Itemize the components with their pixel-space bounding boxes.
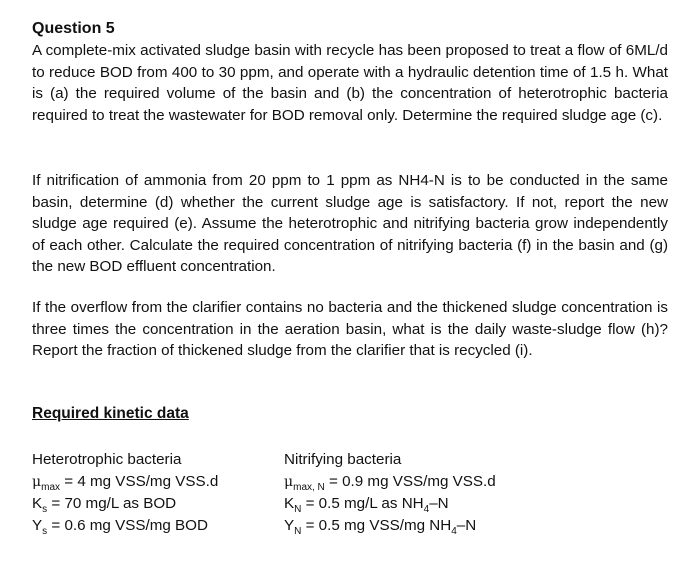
- heterotrophic-ys: [32, 515, 218, 537]
- question-paragraph-1: A complete-mix activated sludge basin with recycle has been proposed to treat a flow of 6ML/d to reduce BOD from 400 to 30 ppm, and operate with a hydraulic detention time of 1.5 h. What is (a) the required volume of the basin and (b) the concentration of heterotrophic bacteria required to treat the wastewater for BOD removal only. Determine the required sludge age (c).: [32, 42, 668, 124]
- mu-value: = 0.9 mg VSS/mg VSS.d: [324, 473, 496, 490]
- y-value-suffix: –N: [456, 517, 477, 534]
- nitrifying-mu-max: [284, 471, 496, 493]
- heterotrophic-heading: Heterotrophic bacteria: [32, 451, 182, 468]
- mu-subscript: max, N: [293, 482, 325, 494]
- mu-subscript: max: [41, 482, 61, 494]
- nitrifying-yn: [284, 515, 496, 537]
- mu-value: = 4 mg VSS/mg VSS.d: [60, 473, 219, 490]
- heterotrophic-column: [32, 449, 218, 537]
- kinetic-data-heading: Required kinetic data: [32, 405, 189, 422]
- k-symbol: K: [284, 495, 295, 512]
- y-value: = 0.6 mg VSS/mg BOD: [47, 517, 208, 534]
- nh4-subscript: 4: [451, 526, 457, 538]
- nitrifying-heading: Nitrifying bacteria: [284, 451, 402, 468]
- y-value: = 0.5 mg VSS/mg NH: [301, 517, 452, 534]
- y-subscript: N: [294, 526, 302, 538]
- mu-symbol: μ: [32, 474, 42, 490]
- y-subscript: s: [42, 526, 48, 538]
- question-paragraph-3: If the overflow from the clarifier contains no bacteria and the thickened sludge concentration is three times the concentration in the aeration basin, what is the daily waste-sludge flow (h)? Report the fraction of thickened sludge from the clarifier that is recycled (i).: [32, 299, 668, 359]
- heterotrophic-ks: [32, 493, 218, 515]
- nh4-subscript: 4: [423, 504, 430, 516]
- k-value: = 0.5 mg/L as NH: [301, 495, 424, 512]
- k-value: = 70 mg/L as BOD: [47, 495, 177, 512]
- k-subscript: N: [294, 504, 302, 516]
- question-title: Question 5: [32, 20, 115, 37]
- nitrifying-column: [284, 449, 496, 537]
- nitrifying-kn: [284, 493, 496, 515]
- question-paragraph-2: If nitrification of ammonia from 20 ppm to 1 ppm as NH4-N is to be conducted in the same basin, determine (d) whether the current sludge age is satisfactory. If not, report the new sludge age required (e). Assume the heterotrophic and nitrifying bacteria grow independently of each other. Calculate the required concentration of nitrifying bacteria (f) in the basin and (g) the new BOD effluent concentration.: [32, 172, 668, 275]
- y-symbol: Y: [284, 517, 295, 534]
- y-symbol: Y: [32, 517, 43, 534]
- k-symbol: K: [32, 495, 43, 512]
- k-value-suffix: –N: [429, 495, 449, 512]
- k-subscript: s: [42, 504, 48, 516]
- heterotrophic-mu-max: [32, 471, 218, 493]
- mu-symbol: μ: [284, 474, 294, 490]
